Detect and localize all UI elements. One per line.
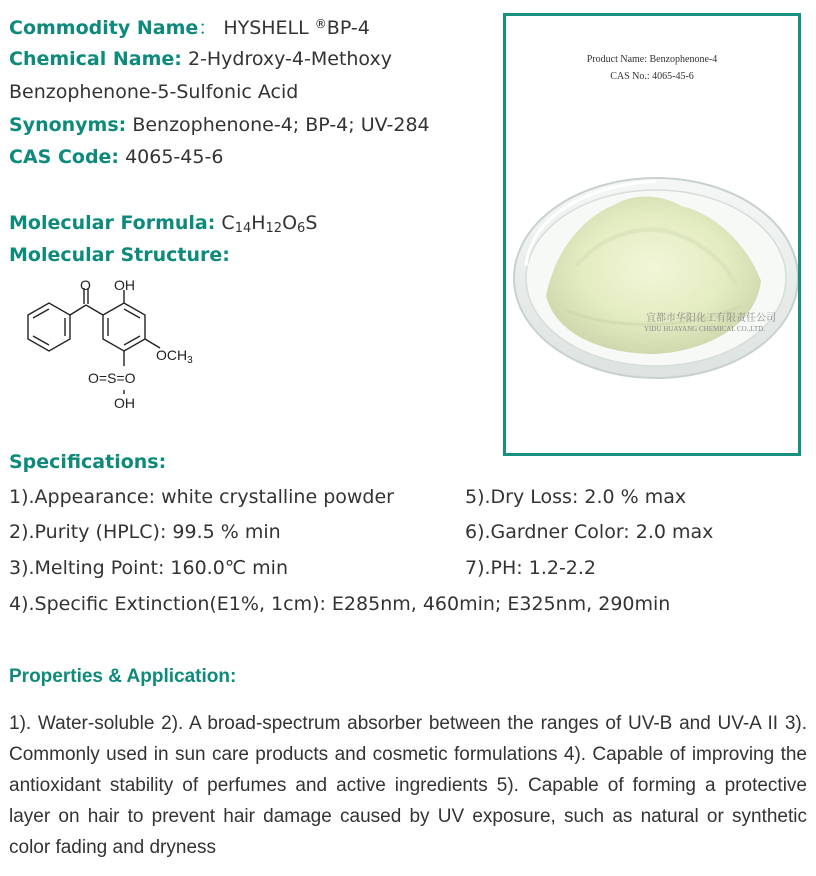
- phenyl-ring: [28, 303, 70, 351]
- chemical-line: [9, 47, 392, 71]
- hydroxy-bottom-label: OH: [114, 395, 135, 411]
- photo-watermark-cn: 宜都市华阳化工有限责任公司: [646, 313, 776, 324]
- spec-item: 1).Appearance: white crystalline powder: [9, 486, 394, 508]
- structure-label: Molecular Structure:: [9, 244, 230, 266]
- cas-value: 4065-45-6: [125, 146, 224, 168]
- chemical-line-2: [9, 80, 298, 104]
- commodity-sep: ：: [198, 17, 218, 39]
- sulfonyl-label: O=S=O: [88, 370, 136, 386]
- powder-dish-illustration: [506, 16, 798, 453]
- photo-product-name: Product Name: Benzophenone-4: [586, 54, 718, 65]
- chemical-value-1: 2-Hydroxy-4-Methoxy: [187, 48, 392, 70]
- commodity-line: [9, 12, 370, 40]
- formula-value: $C_{14}H_{12}O_6S$: [221, 212, 318, 236]
- chemical-label: Chemical Name:: [9, 48, 182, 70]
- synonyms-label: Synonyms:: [9, 114, 127, 136]
- spec-item: 7).PH: 1.2-2.2: [465, 557, 597, 579]
- specifications-heading: Specifications:: [9, 451, 167, 473]
- cas-label: CAS Code:: [9, 146, 120, 168]
- spec-item: 5).Dry Loss: 2.0 % max: [465, 486, 687, 508]
- registered-mark: ®: [314, 17, 327, 31]
- photo-watermark-en: YIDU HUAYANG CHEMICAL CO.,LTD.: [644, 325, 765, 333]
- substituted-ring: [103, 303, 145, 351]
- commodity-value: HYSHELL: [223, 17, 315, 39]
- spec-item: 6).Gardner Color: 2.0 max: [465, 521, 714, 543]
- structure-line: [9, 243, 230, 267]
- product-photo: [503, 13, 801, 456]
- cas-line: [9, 145, 223, 169]
- spec-item: 3).Melting Point: 160.0℃ min: [9, 557, 288, 579]
- spec-item: 2).Purity (HPLC): 99.5 % min: [9, 521, 281, 543]
- commodity-value-2: BP-4: [326, 17, 370, 39]
- carbonyl-o-label: O: [80, 280, 91, 293]
- properties-text: 1). Water-soluble 2). A broad-spectrum absorber between the ranges of UV-B and UV-A II 3). Commonly used in sun care products and cosmetic formulations 4). Capable of improving the antioxidant stability of perfumes and active ingredients 5). Capable of forming a protective layer on hair to prevent hair damage caused by UV exposure, such as natural or synthetic color fading and dryness: [9, 713, 807, 858]
- synonyms-value: Benzophenone-4; BP-4; UV-284: [132, 114, 430, 136]
- properties-heading: Properties & Application:: [9, 666, 237, 687]
- molecular-structure-diagram: [8, 280, 208, 420]
- commodity-label: Commodity Name: [9, 17, 199, 39]
- carbonyl-bond: [70, 305, 86, 315]
- methoxy-label: $OCH_3$: [156, 347, 193, 366]
- photo-cas-no: CAS No.: 4065-45-6: [610, 71, 694, 82]
- formula-label: Molecular Formula:: [9, 212, 216, 234]
- chemical-value-2: Benzophenone-5-Sulfonic Acid: [9, 81, 299, 103]
- synonyms-line: [9, 113, 430, 137]
- spec-item-extinction: 4).Specific Extinction(E1%, 1cm): E285nm, 460min; E325nm, 290min: [9, 593, 671, 615]
- hydroxy-top-label: OH: [114, 280, 135, 293]
- formula-line: [9, 211, 317, 241]
